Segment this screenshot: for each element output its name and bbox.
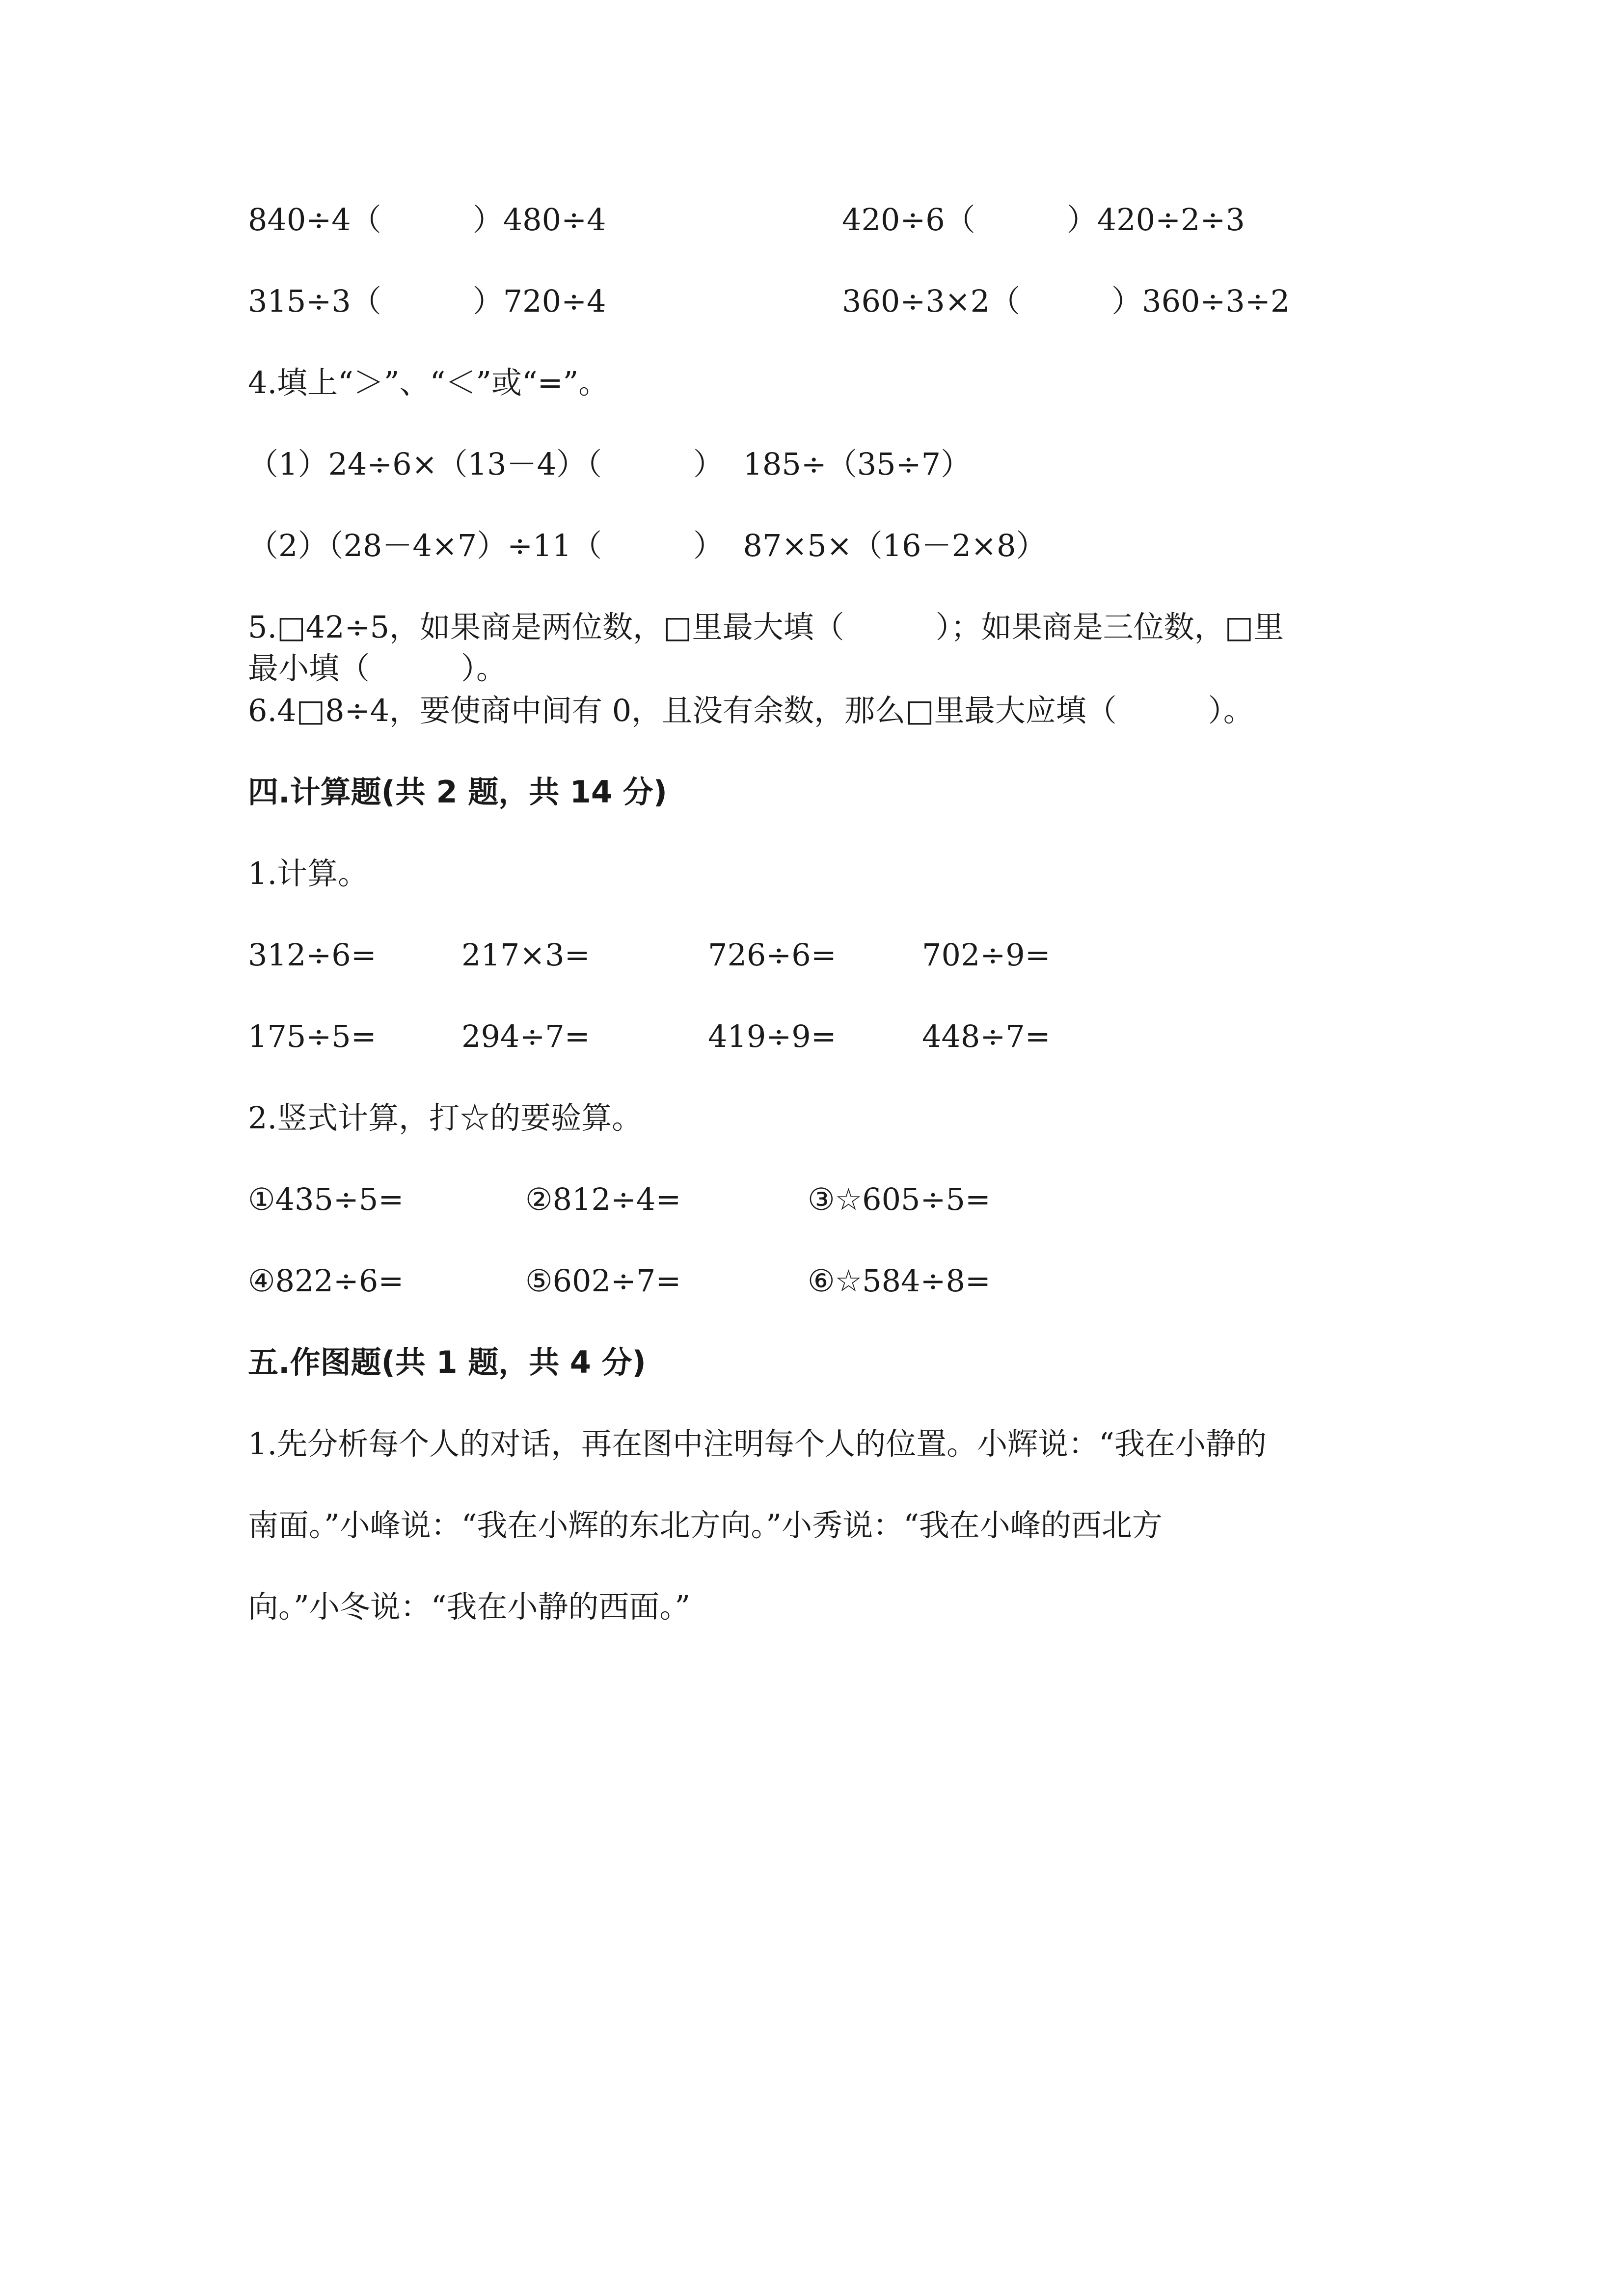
calc-item: 312÷6= — [248, 937, 377, 973]
calc-item: 702÷9= — [922, 937, 1051, 973]
compare-item: 360÷3×2（ ）360÷3÷2 — [842, 283, 1290, 319]
compare-item: 420÷6（ ）420÷2÷3 — [842, 202, 1245, 238]
vertical-calc-item: ④822÷6= — [248, 1263, 404, 1299]
calc-item: 294÷7= — [461, 1018, 590, 1054]
vertical-calc-item: ②812÷4= — [525, 1181, 681, 1217]
question-5-line-2: 最小填（ ）。 — [248, 650, 507, 686]
calc-item: 726÷6= — [708, 937, 837, 973]
compare-item: 315÷3（ ）720÷4 — [248, 283, 606, 319]
question-4-line-2: （2）（28－4×7）÷11（ ） 87×5×（16－2×8） — [248, 528, 1047, 563]
drawing-question-line-1: 1.先分析每个人的对话，再在图中注明每个人的位置。小辉说：“我在小静的 — [248, 1426, 1267, 1462]
question-4-title: 4.填上“＞”、“＜”或“=”。 — [248, 365, 609, 400]
vertical-calc-title: 2.竖式计算，打☆的要验算。 — [248, 1100, 643, 1136]
question-6: 6.4□8÷4，要使商中间有 0，且没有余数，那么□里最大应填（ ）。 — [248, 693, 1254, 728]
question-5-line-1: 5.□42÷5，如果商是两位数，□里最大填（ ）；如果商是三位数，□里 — [248, 609, 1284, 645]
vertical-calc-item: ①435÷5= — [248, 1181, 404, 1217]
vertical-calc-item: ⑥☆584÷8= — [808, 1263, 991, 1299]
calc-item: 175÷5= — [248, 1018, 377, 1054]
section-4-heading: 四.计算题(共 2 题，共 14 分) — [248, 774, 667, 810]
question-4-line-1: （1）24÷6×（13－4）（ ） 185÷（35÷7） — [248, 446, 972, 482]
section-5-heading: 五.作图题(共 1 题，共 4 分) — [248, 1344, 646, 1380]
calc-item: 217×3= — [461, 937, 590, 973]
vertical-calc-item: ⑤602÷7= — [525, 1263, 681, 1299]
compare-item: 840÷4（ ）480÷4 — [248, 202, 606, 238]
calc-question-title: 1.计算。 — [248, 855, 369, 891]
drawing-question-line-3: 向。”小冬说：“我在小静的西面。” — [248, 1589, 691, 1625]
vertical-calc-item: ③☆605÷5= — [808, 1181, 991, 1217]
drawing-question-line-2: 南面。”小峰说：“我在小辉的东北方向。”小秀说：“我在小峰的西北方 — [248, 1507, 1163, 1543]
calc-item: 419÷9= — [708, 1018, 837, 1054]
calc-item: 448÷7= — [922, 1018, 1051, 1054]
